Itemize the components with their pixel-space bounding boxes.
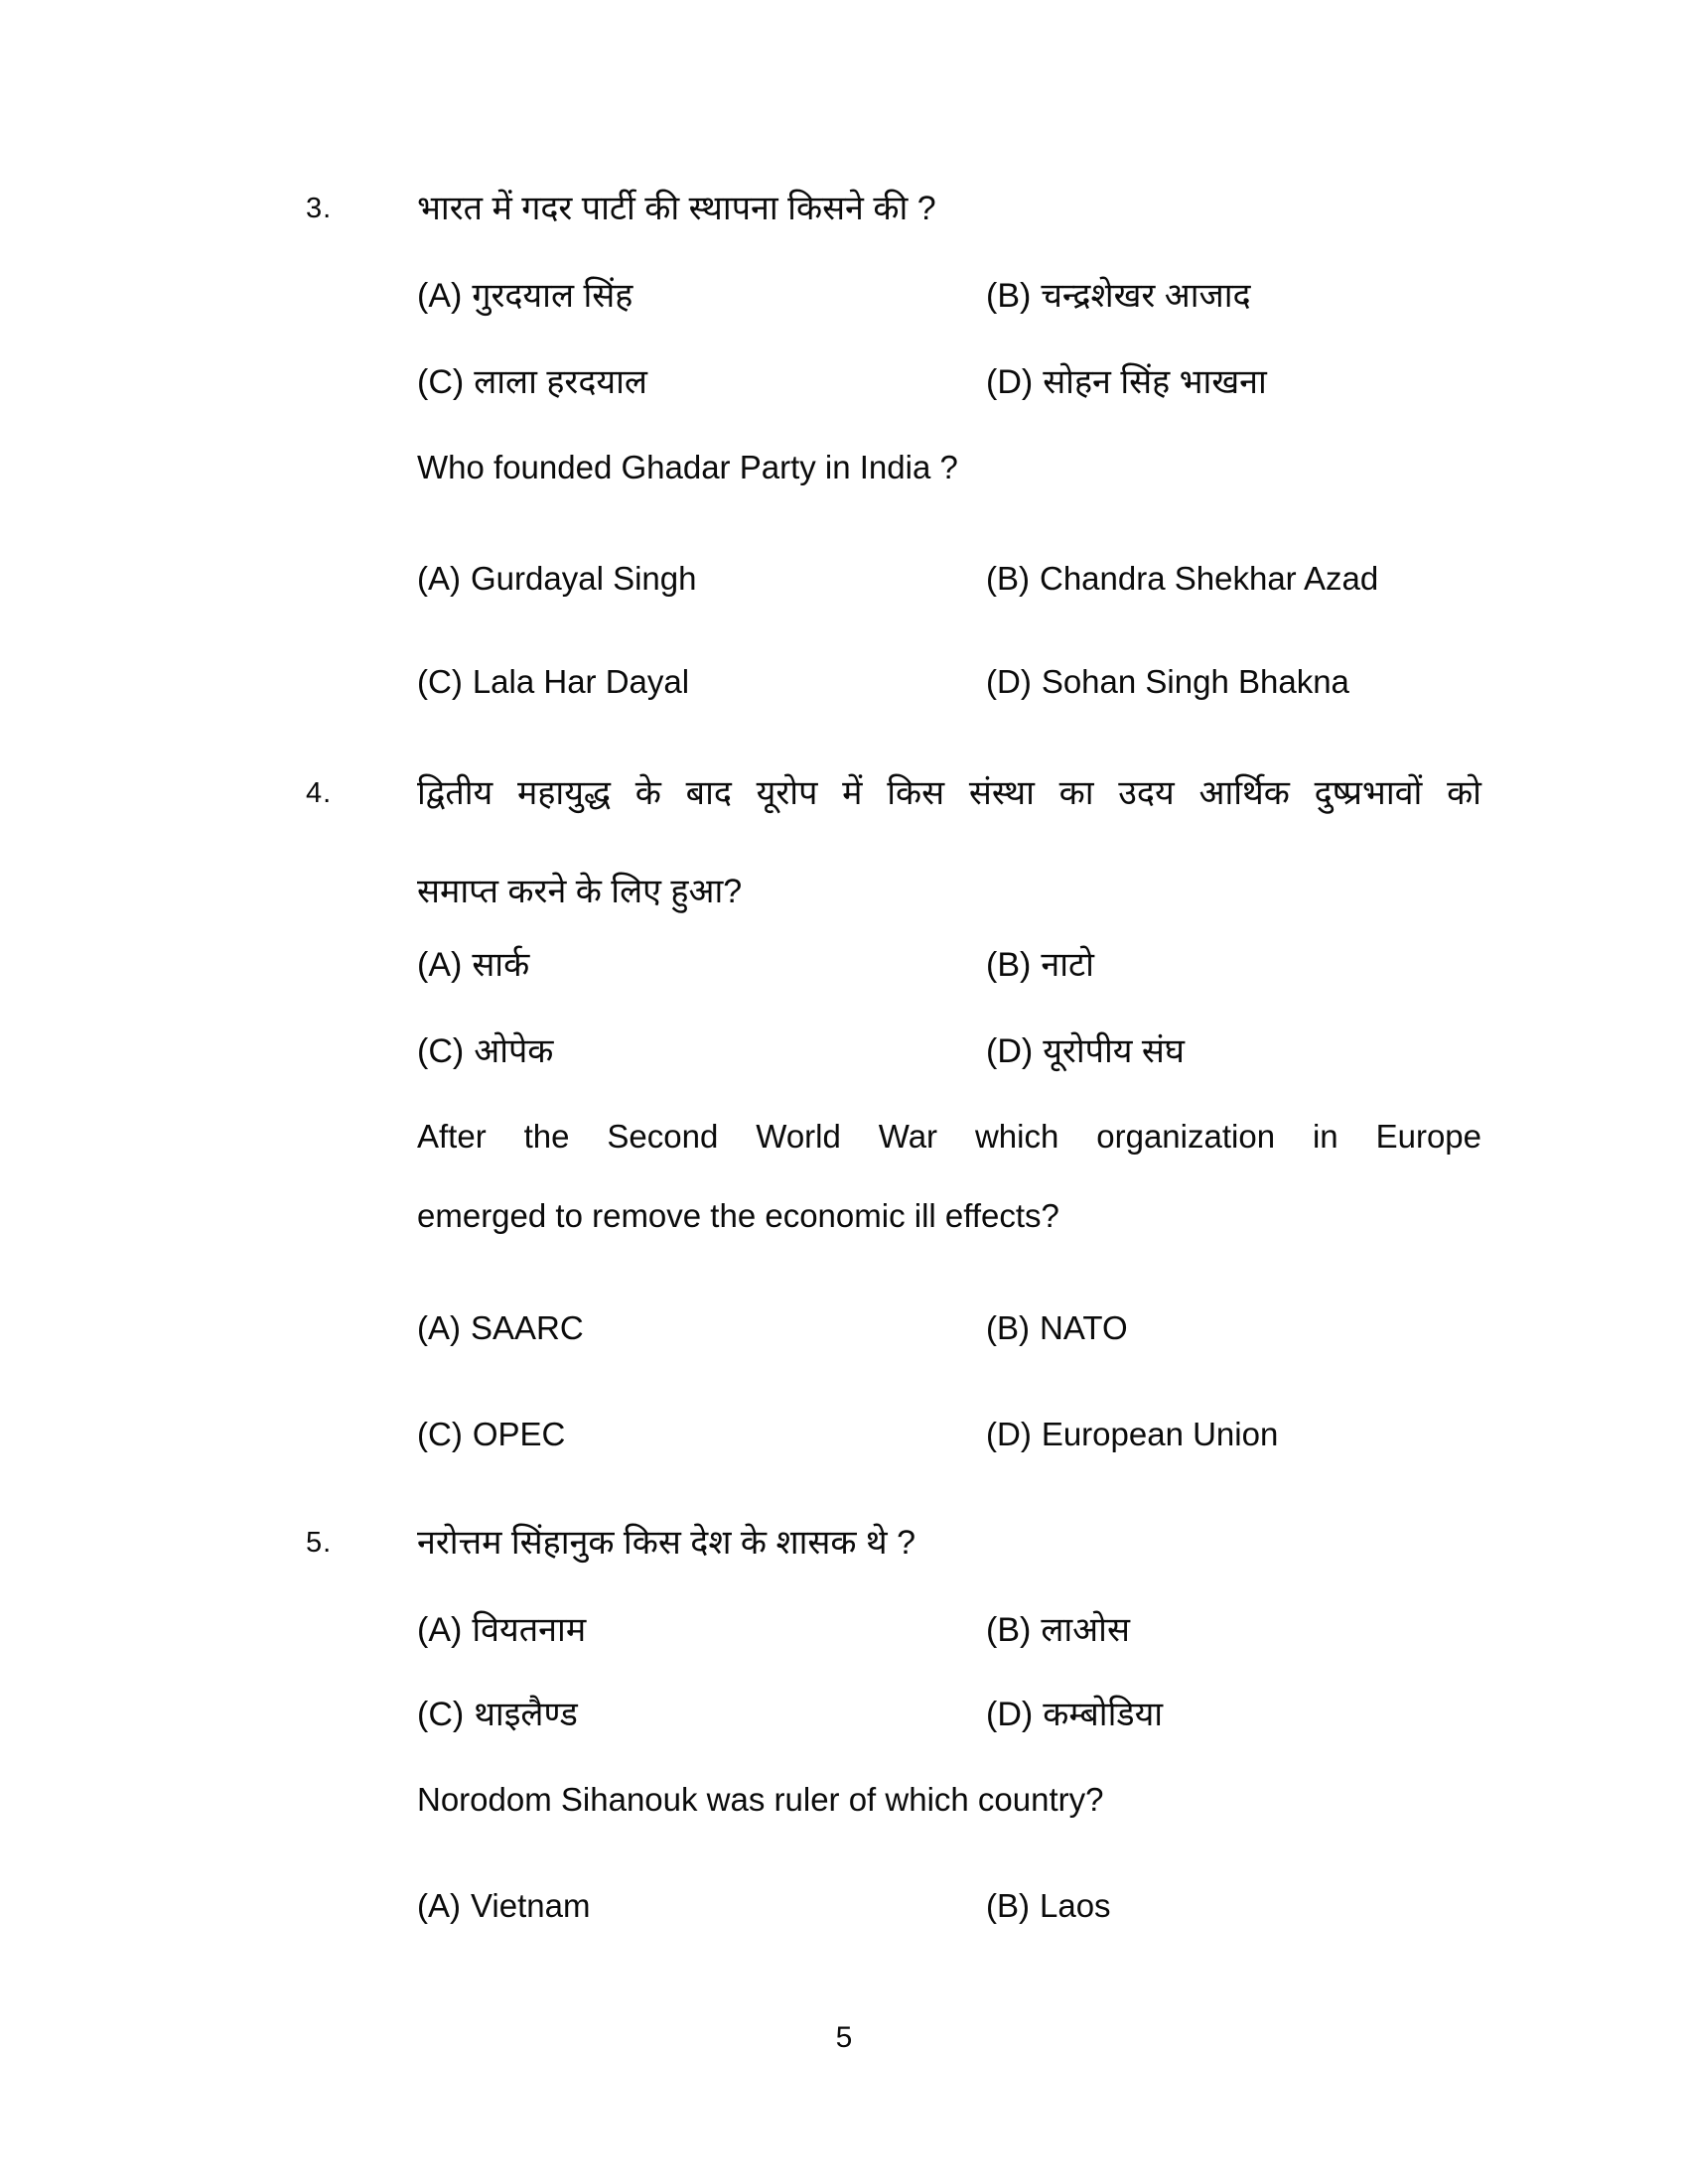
english-options-row-1 — [417, 1884, 1481, 1928]
option-text: Vietnam — [471, 1887, 591, 1924]
option-c — [417, 660, 986, 704]
option-a — [417, 557, 986, 601]
question-number: 5. — [306, 1527, 333, 1559]
option-text: लाला हरदयाल — [474, 363, 647, 401]
option-label: (A) — [417, 1309, 461, 1346]
option-label: (A) — [417, 1611, 463, 1649]
option-text: थाइलैण्ड — [474, 1696, 578, 1733]
option-label: (B) — [986, 1887, 1030, 1924]
option-label: (D) — [986, 663, 1032, 700]
page-number: 5 — [835, 2021, 853, 2054]
hindi-options-row-1 — [417, 943, 1481, 987]
option-a — [417, 943, 986, 987]
hindi-options-row-1 — [417, 1608, 1481, 1652]
option-text: Chandra Shekhar Azad — [1040, 560, 1379, 597]
option-d — [986, 1693, 1481, 1736]
option-label: (D) — [986, 1696, 1034, 1733]
option-text: लाओस — [1041, 1611, 1130, 1649]
english-options-row-2 — [417, 660, 1481, 704]
option-b — [986, 1306, 1481, 1350]
option-label: (D) — [986, 363, 1034, 401]
option-c — [417, 1413, 986, 1456]
option-d — [986, 1029, 1481, 1073]
option-label: (C) — [417, 1416, 463, 1452]
option-b — [986, 1608, 1481, 1652]
hindi-question-line: द्वितीय महायुद्ध के बाद यूरोप में किस संस्था का उदय आर्थिक दुष्प्रभावों को — [417, 774, 1481, 812]
question-number: 4. — [306, 777, 333, 809]
option-label: (B) — [986, 277, 1032, 315]
option-b — [986, 274, 1481, 318]
option-label: (C) — [417, 363, 465, 401]
option-label: (C) — [417, 663, 463, 700]
option-text: चन्द्रशेखर आजाद — [1041, 277, 1251, 315]
option-text: SAARC — [471, 1309, 584, 1346]
option-label: (C) — [417, 1032, 465, 1070]
option-a — [417, 1608, 986, 1652]
english-options-row-1 — [417, 1306, 1481, 1350]
hindi-question-line: समाप्त करने के लिए हुआ? — [417, 873, 743, 910]
option-a — [417, 1884, 986, 1928]
hindi-options-row-2 — [417, 1693, 1481, 1736]
option-label: (B) — [986, 1309, 1030, 1346]
option-text: NATO — [1040, 1309, 1128, 1346]
english-question-line: After the Second World War which organization in Europe — [417, 1118, 1481, 1155]
option-b — [986, 557, 1481, 601]
option-text: European Union — [1041, 1416, 1279, 1452]
option-text: सार्क — [472, 946, 530, 984]
option-text: सोहन सिंह भाखना — [1043, 363, 1267, 401]
option-label: (C) — [417, 1696, 465, 1733]
option-text: वियतनाम — [472, 1611, 587, 1649]
hindi-options-row-2 — [417, 1029, 1481, 1073]
option-text: नाटो — [1041, 946, 1094, 984]
option-text: Gurdayal Singh — [471, 560, 697, 597]
option-label: (B) — [986, 946, 1032, 984]
hindi-question-line: नरोत्तम सिंहानुक किस देश के शासक थे ? — [417, 1524, 916, 1562]
option-label: (A) — [417, 946, 463, 984]
option-d — [986, 360, 1481, 404]
option-text: गुरदयाल सिंह — [472, 277, 633, 315]
question-3 — [306, 187, 1481, 704]
option-a — [417, 274, 986, 318]
question-number: 3. — [306, 193, 333, 224]
option-text: Laos — [1040, 1887, 1111, 1924]
option-c — [417, 1029, 986, 1073]
hindi-options-row-2 — [417, 360, 1481, 404]
option-label: (A) — [417, 277, 463, 315]
option-d — [986, 1413, 1481, 1456]
hindi-options-row-1 — [417, 274, 1481, 318]
english-options-row-1 — [417, 557, 1481, 601]
option-b — [986, 943, 1481, 987]
option-text: ओपेक — [474, 1032, 554, 1070]
english-question-line: Norodom Sihanouk was ruler of which country? — [417, 1781, 1104, 1818]
option-label: (B) — [986, 560, 1030, 597]
option-label: (D) — [986, 1416, 1032, 1452]
option-label: (A) — [417, 560, 461, 597]
option-c — [417, 360, 986, 404]
option-text: कम्बोडिया — [1043, 1696, 1164, 1733]
english-question-line: Who founded Ghadar Party in India ? — [417, 449, 958, 485]
option-text: OPEC — [472, 1416, 566, 1452]
option-label: (B) — [986, 1611, 1032, 1649]
option-text: Sohan Singh Bhakna — [1041, 663, 1349, 700]
hindi-question-line: भारत में गदर पार्टी की स्थापना किसने की ? — [417, 190, 936, 227]
option-label: (D) — [986, 1032, 1034, 1070]
option-text: Lala Har Dayal — [472, 663, 690, 700]
option-text: यूरोपीय संघ — [1043, 1032, 1185, 1070]
option-c — [417, 1693, 986, 1736]
english-options-row-2 — [417, 1413, 1481, 1456]
question-5 — [306, 1521, 1481, 1928]
option-d — [986, 660, 1481, 704]
option-b — [986, 1884, 1481, 1928]
english-question-line: emerged to remove the economic ill effects? — [417, 1197, 1059, 1234]
option-label: (A) — [417, 1887, 461, 1924]
option-a — [417, 1306, 986, 1350]
question-4 — [306, 771, 1481, 1456]
